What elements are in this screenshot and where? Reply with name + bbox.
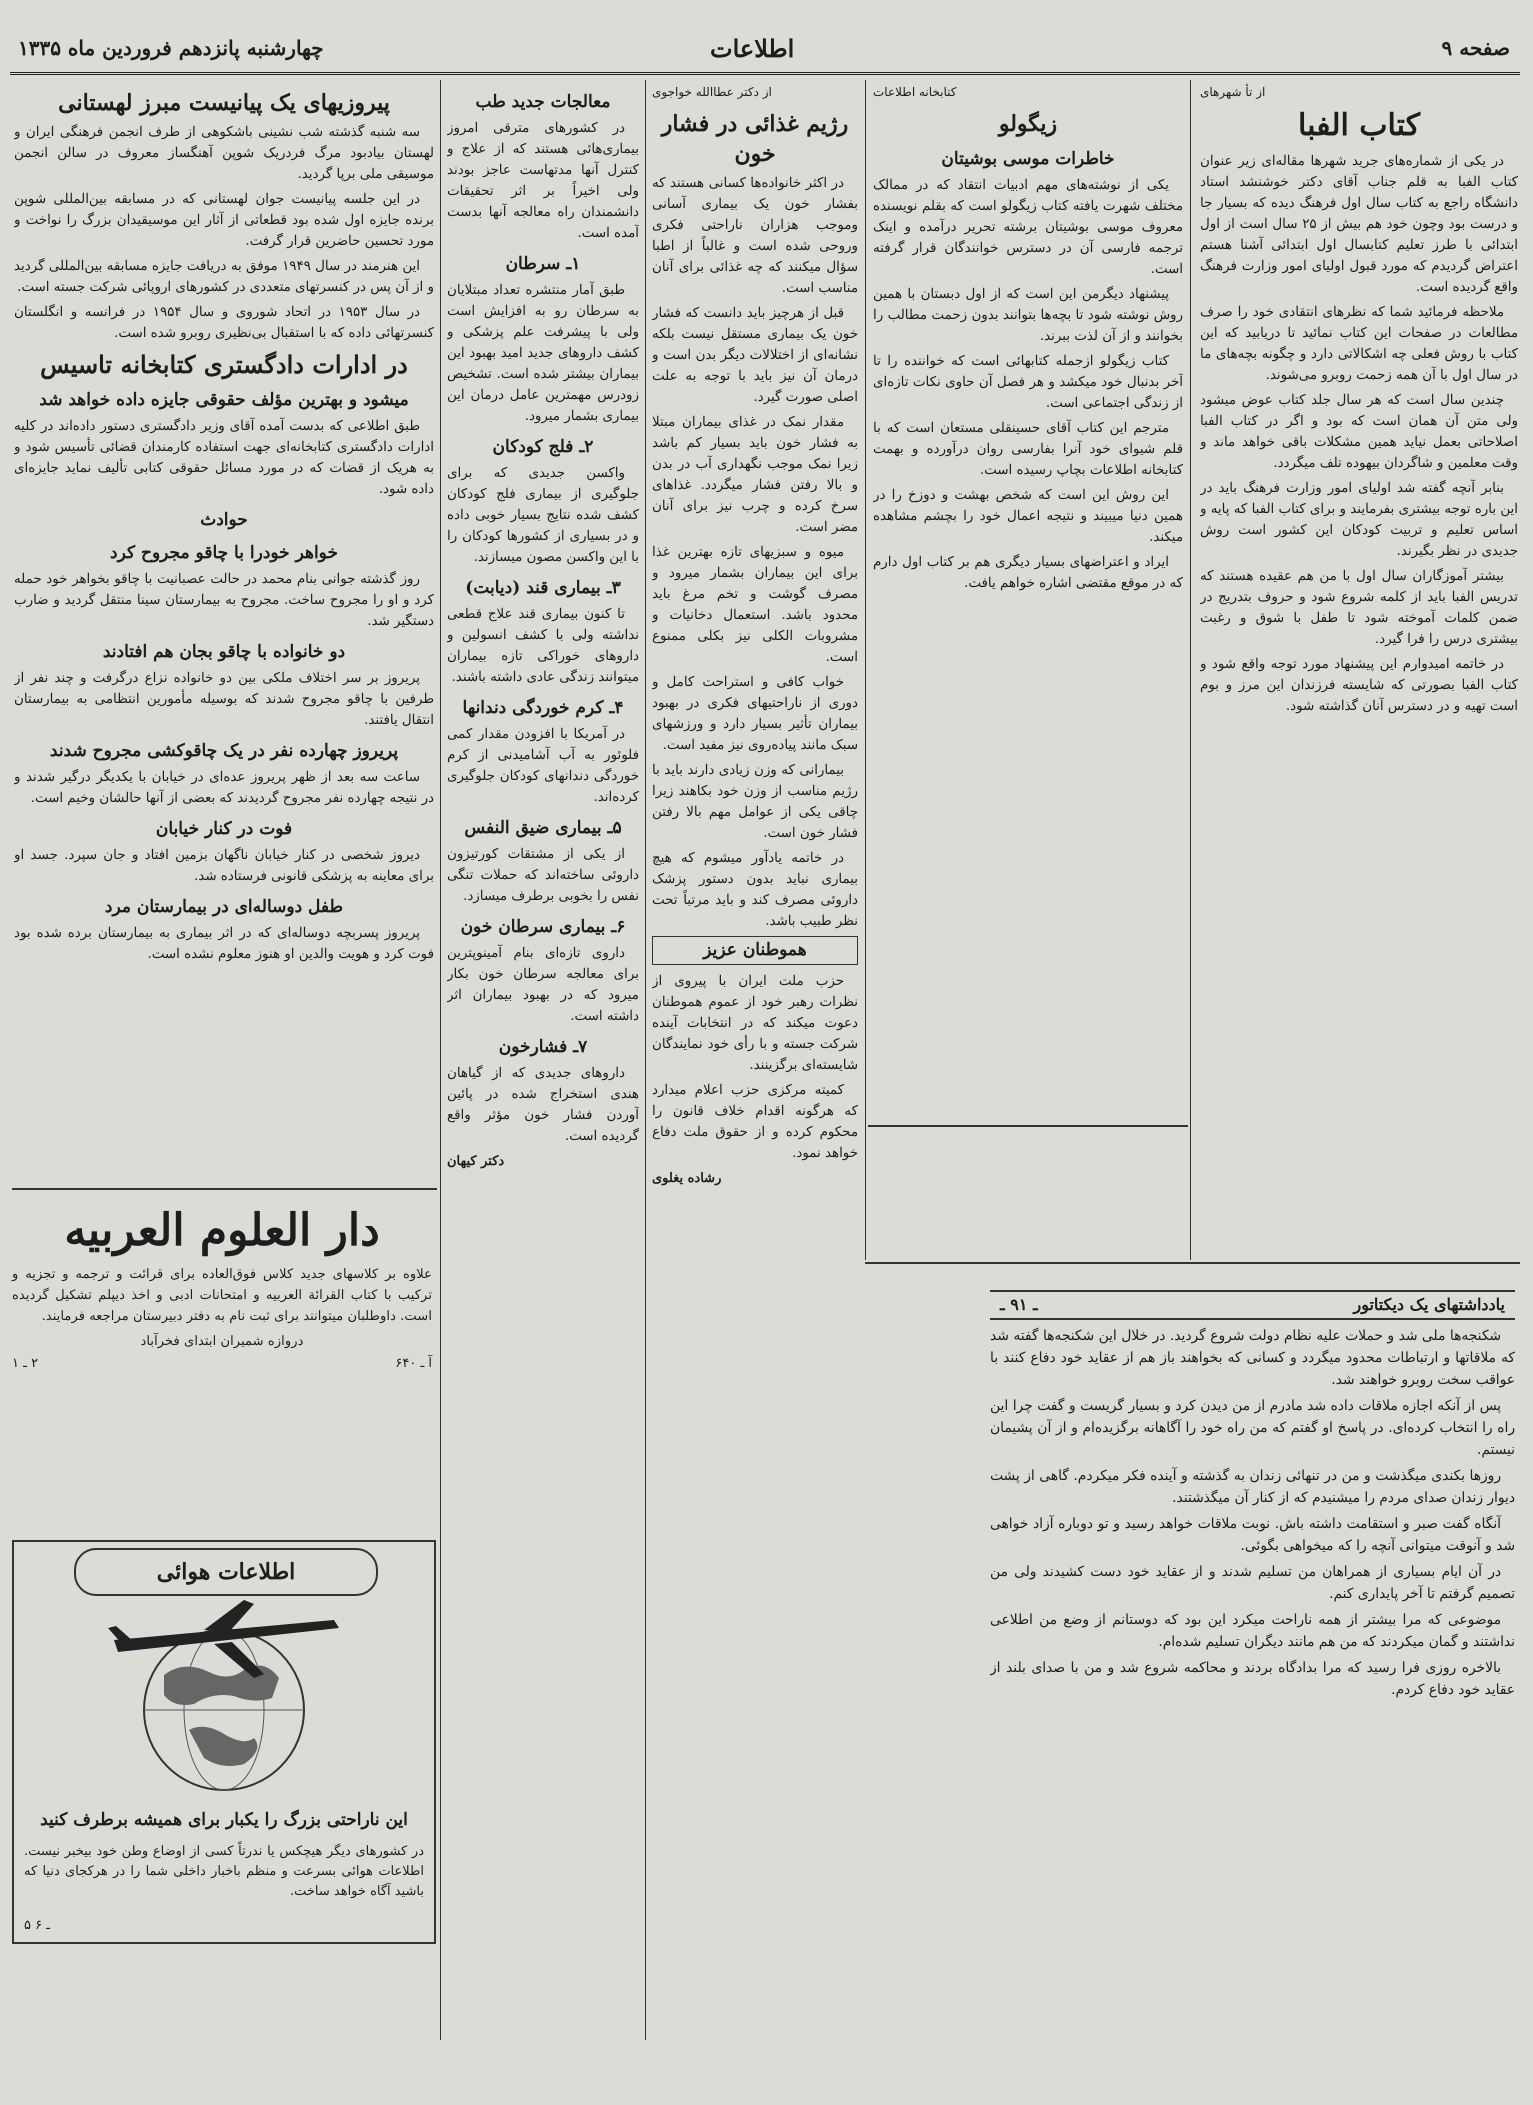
article-signature: دکتر کیهان	[447, 1154, 505, 1169]
section-title: ۳ـ بیماری قند (دیابت)	[465, 578, 621, 598]
masthead-paper-name: اطلاعات	[710, 34, 795, 63]
article-title: زیگولو	[998, 111, 1058, 137]
paragraph: خواب کافی و استراحت کامل و دوری از ناراحتیهای فکری در بهبود بیماران تأثیر بسیار دارد و ورزشهای سبک مانند پیاده‌روی نیز مفید است.	[652, 675, 858, 753]
serial-number: ـ ۹۱ ـ	[1000, 1295, 1038, 1314]
paragraph: بیشتر آموزگاران سال اول با من هم عقیده هستند که تدریس الفبا باید از کلمه شروع شود و حروف بتدریج در ضمن کلمات آموخته شود تا طفل با شوق و رغبت بیشتری درس را فرا گیرد.	[1200, 569, 1518, 647]
article-diet-blood-pressure	[652, 82, 858, 2042]
paragraph: ملاحظه فرمائید شما که نظرهای انتقادی خود را صرف مطالعات در صفحات این کتاب نمائید تا دریابید که این کتاب با روش فعلی چه اشکالاتی دارد و چگونه بچه‌های ما در سال اول با آن همه زحمت روبرو می‌شوند.	[1200, 305, 1518, 383]
paragraph: کتاب زیگولو ازجمله کتابهائی است که خواننده را تا آخر بدنبال خود میکشد و هر فصل آن حاوی نکات تازه‌ای از زندگی اجتماعی است.	[873, 354, 1183, 411]
column-rule	[440, 80, 441, 2040]
news-item-title: خواهر خودرا با چاقو مجروح کرد	[110, 543, 338, 563]
paragraph: کمیته مرکزی حزب اعلام میدارد که هرگونه اقدام خلاف قانون را محکوم کرده و از حقوق ملت دفاع خواهد نمود.	[652, 1083, 858, 1161]
serial-dictator-text	[990, 1325, 1515, 2065]
section-title: ۲ـ فلج کودکان	[492, 437, 594, 457]
paragraph: بالاخره روزی فرا رسید که مرا بدادگاه بردند و محاکمه شروع شد و من با صدای بلند از عقاید خود دفاع کردم.	[990, 1660, 1515, 1698]
news-item-title: دو خانواده با چاقو بجان هم افتادند	[102, 642, 346, 662]
paragraph: از یکی از مشتقات کورتیزون داروئی ساخته‌اند که حملات تنگی نفس را بخوبی برطرف میسازد.	[447, 847, 639, 904]
paragraph: پیشنهاد دیگرمن این است که از اول دبستان با همین روش نوشته شود تا بچه‌ها بتوانند بدون زحمت مطالب را بخوانند و از آن لذت ببرند.	[873, 287, 1183, 344]
article-title: معالجات جدید طب	[475, 92, 611, 112]
article-subtitle: خاطرات موسی بوشیتان	[941, 149, 1115, 169]
paragraph: میوه و سبزیهای تازه بهترین غذا برای این بیماران بشمار میرود و مصرف گوشت و تخم مرغ باید محدود باشد. استعمال دخانیات و مشروبات الکلی نیز بکلی ممنوع است.	[652, 545, 858, 665]
paragraph: داروهای جدیدی که از گیاهان هندی استخراج شده در پائین آوردن فشار خون مؤثر واقع گردیده است.	[447, 1066, 639, 1144]
section-title: ۷ـ فشارخون	[498, 1037, 588, 1057]
paragraph: ساعت سه بعد از ظهر پریروز عده‌ای در خیابان با یکدیگر درگیر شدند و در نتیجه چهارده نفر مجروح گردیدند که بعضی از آنها حالشان وخیم است.	[14, 770, 434, 806]
section-rule	[12, 1188, 437, 1190]
paragraph: پریروز پسربچه دوساله‌ای که در اثر بیماری به بیمارستان برده شده بود فوت کرد و هویت والدین او هنوز معلوم نشده است.	[14, 926, 434, 962]
section-title: ۱ـ سرطان	[505, 254, 581, 274]
paragraph: در اکثر خانواده‌ها کسانی هستند که بفشار خون یک بیماری آسانی وموجب هزاران ناراحتی فکری وروحی شده است و غالباً از اطبا سؤال میکنند که چه غذائی برای آنان مناسب است.	[652, 176, 858, 296]
paragraph: در خاتمه یادآور میشوم که هیچ بیماری نباید بدون دستور پزشک داروئی مصرف کند و باید مرتباً تحت نظر طبیب باشد.	[652, 851, 858, 929]
paragraph: مقدار نمک در غذای بیماران مبتلا به فشار خون باید بسیار کم باشد زیرا نمک موجب نگهداری آب در بدن و بالا رفتن فشار میگردد. غذاهای سرخ کرده و چرب نیز برای آنان مضر است.	[652, 415, 858, 535]
headline: در ادارات دادگستری کتابخانه تاسیس	[40, 350, 408, 379]
masthead-date: چهارشنبه پانزدهم فروردین ماه ۱۳۳۵	[18, 36, 324, 60]
paragraph: در خاتمه امیدوارم این پیشنهاد مورد توجه واقع شود و کتاب الفبا بصورتی که شایسته فرزندان این مرز و بوم است تهیه و در دسترس آنان گذاشته شود.	[1200, 657, 1518, 714]
news-item-title: طفل دوساله‌ای در بیمارستان مرد	[104, 897, 344, 917]
column-rule	[865, 80, 866, 1260]
paragraph: واکسن جدیدی که برای جلوگیری از بیماری فلج کودکان کشف شده نتایج بسیار خوبی داده و در بسیاری از کشورها کودکان را با این واکسن مصون میسازند.	[447, 466, 639, 565]
article-title: کتاب الفبا	[1297, 108, 1420, 143]
ad-number: ۲ ـ ۱	[12, 1356, 39, 1371]
ad-title: دار العلوم العربیه	[64, 1205, 380, 1256]
ad-address: دروازه شمیران ابتدای فخرآباد	[140, 1334, 304, 1349]
paragraph: یکی از نوشته‌های مهم ادبیات انتقاد که در ممالک مختلف شهرت یافته کتاب زیگولو است که بقلم نویسنده معروف موسی بوشیتان برشته تحریر درآمده و اینک ترجمه فارسی آن در دسترس خوانندگان قرار گرفته است.	[873, 178, 1183, 277]
section-title: ۴ـ کرم خوردگی دندانها	[462, 698, 624, 718]
ad-text: علاوه بر کلاسهای جدید کلاس فوق‌العاده برای قرائت و ترجمه و تجزیه و ترکیب با کتاب القرائة العربیه و امتحانات ادبی و اخذ دیپلم تشکیل گردیده است. داوطلبان میتوانند برای ثبت نام به دفتر دبیرستان مراجعه فرمایند.	[12, 1267, 432, 1324]
section-title: حوادث	[200, 510, 248, 530]
article-new-treatments	[447, 82, 639, 2042]
notice-signature: رشاده یغلوی	[652, 1171, 722, 1186]
paragraph: شکنجه‌ها ملی شد و حملات علیه نظام دولت شروع گردید. در خلال این شکنجه‌ها گفته شد که ملاقاتها و ارتباطات محدود میگردد و کسانی که بخواهند باز هم از عقاید خود دفاع کنند با عواقب سخت روبرو خواهند شد.	[990, 1328, 1515, 1388]
article-byline: از دکتر عطاالله خواجوی	[652, 85, 772, 99]
paragraph: سه شنبه گذشته شب نشینی باشکوهی از طرف انجمن فرهنگی ایران و لهستان بیادبود مرگ فردریک شوپن آهنگساز معروف در سالن انجمن موسیقی ملی برپا گردید.	[14, 125, 434, 182]
paragraph: در یکی از شماره‌های جرید شهرها مقاله‌ای زیر عنوان کتاب الفبا به قلم جناب آقای دکتر خوشنشد استاد دانشگاه راجع به کتاب سال اول فرهنگ دیده که بسیار جا و درست بود وچون خود هم بیش از ۲۵ سال است از اول ابتدائی با طرز تعلیم کتابسال اول ابتدائی آشنا هستم اعتراض گردیدم که مورد قبول اولیای امور وزارت فرهنگ واقع گردیده است.	[1200, 154, 1518, 295]
ad-code: ۵ ـ ۶	[24, 1918, 51, 1933]
section-title: ۶ـ بیماری سرطان خون	[460, 917, 626, 937]
column-rule	[1190, 80, 1191, 1260]
globe-continent	[164, 1666, 279, 1705]
paragraph: در سال ۱۹۵۳ در اتحاد شوروی و سال ۱۹۵۴ در فرانسه و انگلستان کنسرتهائی داده که با استقبال بی‌نظیری روبرو شده است.	[14, 305, 434, 341]
article-alefba	[1200, 82, 1518, 1252]
paragraph: داروی تازه‌ای بنام آمینوپترین برای معالجه سرطان خون بکار میرود که در بهبود بیماران اثر داشته است.	[447, 946, 639, 1024]
section-rule	[865, 1262, 1520, 1264]
globe-airplane-illustration	[94, 1600, 354, 1800]
ad-caption: این ناراحتی بزرگ را یکبار برای همیشه برطرف کنید	[40, 1810, 408, 1830]
paragraph: در آمریکا با افزودن مقدار کمی فلوئور به آب آشامیدنی از کرم خوردگی دندانهای کودکان جلوگیری کرده‌اند.	[447, 727, 639, 805]
masthead-page-number: صفحه ۹	[1441, 36, 1510, 60]
subheadline: میشود و بهترین مؤلف حقوقی جایزه داده خواهد شد	[39, 390, 409, 410]
airplane-icon	[108, 1600, 339, 1678]
paragraph: در این جلسه پیانیست جوان لهستانی که در مسابقه بین‌المللی شوپن برنده جایزه اول شده بود قطعاتی از آثار این موسیقیدان بزرگ را نواخت و مورد تحسین حاضرین قرار گرفت.	[14, 192, 434, 249]
paragraph: موضوعی که مرا بیشتر از همه ناراحت میکرد این بود که دوستانم از وضع من اطلاعی نداشتند و گمان میکردند که من هم مانند دیگران تسلیم شده‌ام.	[990, 1612, 1515, 1650]
air-edition-ad	[12, 1540, 436, 1944]
article-title: پیروزیهای یک پیانیست مبرز لهستانی	[58, 90, 390, 116]
paragraph: در کشورهای مترقی امروز بیماری‌هائی هستند که از علاج و کنترل آنها مدتهاست عاجز بودند ولی اخیراً بر اثر تحقیقات دانشمندان راه معالجه آنها بدست آمده است.	[447, 121, 639, 241]
dar-ulum-ad	[12, 1195, 432, 1525]
article-series-label: کتابخانه اطلاعات	[873, 85, 957, 99]
paragraph: در آن ایام بسیاری از همراهان من تسلیم شدند و از عقاید خود دست کشیدند ولی من تصمیم گرفتم تا آخر پایداری کنم.	[990, 1564, 1515, 1602]
paragraph: روز گذشته جوانی بنام محمد در حالت عصبانیت با چاقو بخواهر خود حمله کرد و او را مجروح ساخت. مجروح به بیمارستان سینا منتقل گردید و ضارب دستگیر شد.	[14, 572, 434, 629]
article-title: رژیم غذائی در فشار خون	[661, 111, 849, 167]
article-zigolo	[873, 82, 1183, 1252]
paragraph: قبل از هرچیز باید دانست که فشار خون یک بیماری مستقل نیست بلکه نشانه‌ای از اختلالات دیگر بدن است و درمان آن نیز باید با توجه به علت اصلی صورت گیرد.	[652, 306, 858, 405]
notice-title: هموطنان عزیز	[652, 936, 858, 965]
paragraph: این هنرمند در سال ۱۹۴۹ موفق به دریافت جایزه مسابقه بین‌المللی گردید و از آن پس در کنسرتهای متعددی در کشورهای اروپائی شرکت جسته است.	[14, 259, 434, 295]
paragraph: روزها بکندی میگذشت و من در تنهائی زندان به گذشته و آینده فکر میکردم. گاهی از پشت دیوار زندان صدای مردم را میشنیدم که از کنار آن میگذشتند.	[990, 1468, 1515, 1506]
paragraph: بیمارانی که وزن زیادی دارند باید با رژیم مناسب از وزن خود بکاهند زیرا چاقی یکی از عوامل مهم بالا رفتن فشار خون است.	[652, 763, 858, 841]
news-item-title: فوت در کنار خیابان	[155, 819, 293, 839]
news-item-title: پریروز چهارده نفر در یک چاقوکشی مجروح شدند	[49, 741, 399, 761]
paragraph: دیروز شخصی در کنار خیابان ناگهان بزمین افتاد و جان سپرد. جسد او برای معاینه به پزشکی قانونی فرستاده شد.	[14, 848, 434, 884]
ad-footer	[12, 1356, 432, 1371]
paragraph: چندین سال است که هر سال جلد کتاب عوض میشود ولی متن آن همان است که بود و اگر در کتاب الفبا اصلاحاتی بعمل نیاید همین مشکلات باقی خواهد ماند و وقت معلمین و شاگردان بیهوده تلف میگردد.	[1200, 393, 1518, 471]
news-column	[14, 82, 434, 1182]
paragraph: آنگاه گفت صبر و استقامت داشته باش. نوبت ملاقات خواهد رسید و تو دوباره آزاد خواهی شد و آنوقت میتوانی آنچه را که میخواهی بگوئی.	[990, 1516, 1515, 1554]
paragraph: این روش این است که شخص بهشت و دوزخ را در همین دنیا میبیند و نتیجه اعمال خود را بچشم مشاهده میکند.	[873, 488, 1183, 545]
globe-continent	[189, 1727, 257, 1766]
paragraph: پریروز بر سر اختلاف ملکی بین دو خانواده نزاع درگرفت و چند نفر از طرفین با چاقو مجروح شدند که بوسیله مأمورین انتظامی به بیمارستان انتقال یافتند.	[14, 671, 434, 728]
section-title: ۵ـ بیماری ضیق النفس	[464, 818, 622, 838]
column-rule	[645, 80, 646, 2040]
paragraph: ایراد و اعتراضهای بسیار دیگری هم بر کتاب اول دارم که در موقع مقتضی اشاره خواهم یافت.	[873, 555, 1183, 591]
paragraph: حزب ملت ایران با پیروی از نظرات رهبر خود از عموم هموطنان دعوت میکند که در انتخابات آینده شرکت جسته و با رأی خود نمایندگان شایسته‌ای برگزینند.	[652, 974, 858, 1073]
ad-text: در کشورهای دیگر هیچکس یا ندرتاً کسی از اوضاع وطن خود بیخبر نیست. اطلاعات هوائی بسرعت و منظم باخبار داخلی شما را در هرکجای دنیا که باشید آگاه خواهد ساخت.	[24, 1844, 424, 1899]
ad-code: آ ـ ۶۴۰	[395, 1356, 432, 1371]
paragraph: بنابر آنچه گفته شد اولیای امور وزارت فرهنگ باید در این باره توجه بیشتری بفرمایند و برای کتاب الفبا که پایه و اساس تعلیم و تربیت کودکان این کشور است روش جدیدی در نظر بگیرند.	[1200, 481, 1518, 559]
paragraph: طبق اطلاعی که بدست آمده آقای وزیر دادگستری دستور داده‌اند در کلیه ادارات دادگستری کتابخانه‌ای جهت استفاده کارمندان قضائی تأسیس شود و به هریک از قضات که در مورد مسائل حقوقی کتابی تألیف نماید جایزه‌ای داده شود.	[14, 419, 434, 497]
paragraph: طبق آمار منتشره تعداد مبتلایان به سرطان رو به افزایش است ولی با پیشرفت علم پزشکی و کشف داروهای جدید امید بهبود این بیماران بیشتر شده است. تشخیص زودرس مهمترین عامل درمان این بیماری بشمار میرود.	[447, 283, 639, 424]
serial-header	[990, 1290, 1515, 1320]
ad-title: اطلاعات هوائی	[74, 1548, 378, 1596]
paragraph: تا کنون بیماری قند علاج قطعی نداشته ولی با کشف انسولین و داروهای خوراکی تازه بیماران میتوانند زندگی عادی داشته باشند.	[447, 607, 639, 685]
paragraph: پس از آنکه اجازه ملاقات داده شد مادرم از من دیدن کرد و بسیار گریست و گفت چرا این راه را انتخاب کرده‌ای. در پاسخ او گفتم که من راه خود را آگاهانه برگزیده‌ام و از آن پشیمان نیستم.	[990, 1398, 1515, 1458]
serial-title: یادداشتهای یک دیکتاتور	[1353, 1295, 1505, 1314]
masthead	[10, 30, 1520, 75]
article-series-label: از تأ شهرهای	[1200, 85, 1266, 99]
paragraph: مترجم این کتاب آقای حسینقلی مستعان است که با قلم شیوای خود آنرا بفارسی روان درآورده و بهمت کتابخانه اطلاعات بچاپ رسیده است.	[873, 421, 1183, 478]
